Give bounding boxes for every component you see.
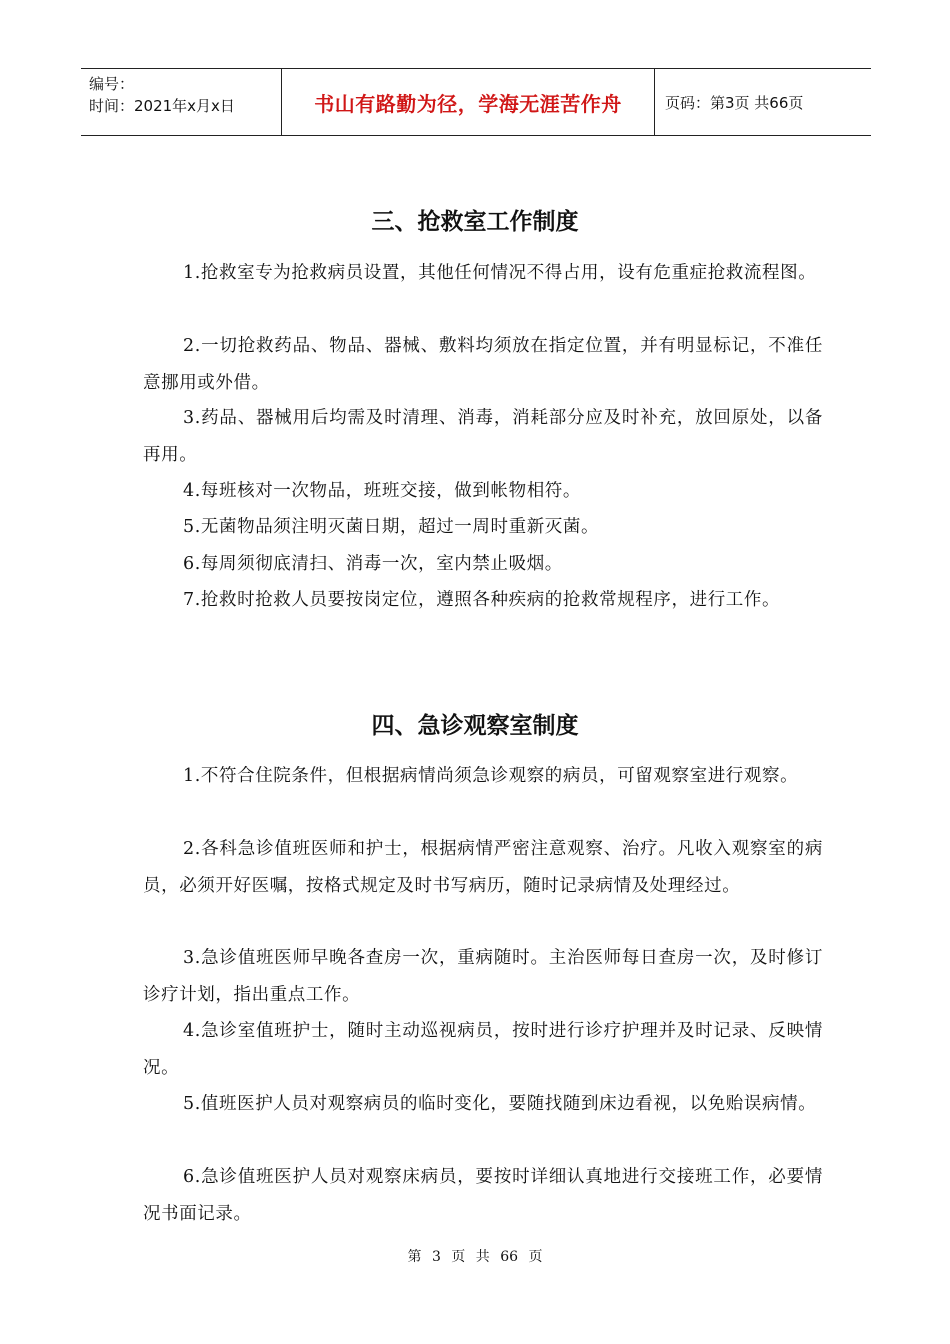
section-3-item: 7.抢救时抢救人员要按岗定位，遵照各种疾病的抢救常规程序，进行工作。 <box>183 590 781 610</box>
section-3-item: 4.每班核对一次物品，班班交接，做到帐物相符。 <box>183 481 581 501</box>
section-4-item: 3.急诊值班医师早晚各查房一次，重病随时。主治医师每日查房一次，及时修订诊疗计划，指出重点工作。 <box>143 948 823 1005</box>
header-motto: 书山有路勤为径，学海无涯苦作舟 <box>282 69 655 135</box>
document-time-label: 时间：2021年x月x日 <box>89 97 235 115</box>
section-3-item: 2.一切抢救药品、物品、器械、敷料均须放在指定位置，并有明显标记，不准任意挪用或外借。 <box>143 336 823 393</box>
section-3-item: 1.抢救室专为抢救病员设置，其他任何情况不得占用，设有危重症抢救流程图。 <box>183 263 817 283</box>
section-4-item: 1.不符合住院条件，但根据病情尚须急诊观察的病员，可留观察室进行观察。 <box>183 766 799 786</box>
section-4-item: 5.值班医护人员对观察病员的临时变化，要随找随到床边看视，以免贻误病情。 <box>183 1094 817 1114</box>
header-page-info: 页码：第3页 共66页 <box>665 93 804 112</box>
section-4-item: 6.急诊值班医护人员对观察床病员，要按时详细认真地进行交接班工作，必要情况书面记录。 <box>143 1167 823 1224</box>
section-3-item: 6.每周须彻底清扫、消毒一次，室内禁止吸烟。 <box>183 554 563 574</box>
section-3-item: 5.无菌物品须注明灭菌日期，超过一周时重新灭菌。 <box>183 517 600 537</box>
header-table <box>81 68 871 136</box>
section-4-title: 四、急诊观察室制度 <box>371 713 579 739</box>
section-3-item: 3.药品、器械用后均需及时清理、消毒，消耗部分应及时补充，放回原处，以备再用。 <box>143 408 823 465</box>
section-4-item: 2.各科急诊值班医师和护士，根据病情严密注意观察、治疗。凡收入观察室的病员，必须开好医嘱，按格式规定及时书写病历，随时记录病情及处理经过。 <box>143 839 823 896</box>
section-4-item: 4.急诊室值班护士，随时主动巡视病员，按时进行诊疗护理并及时记录、反映情况。 <box>143 1021 823 1078</box>
section-3-title: 三、抢救室工作制度 <box>371 209 579 235</box>
header-meta-cell <box>81 69 282 135</box>
page-footer: 第 3 页 共 66 页 <box>407 1249 543 1265</box>
document-number-label: 编号： <box>89 75 135 93</box>
